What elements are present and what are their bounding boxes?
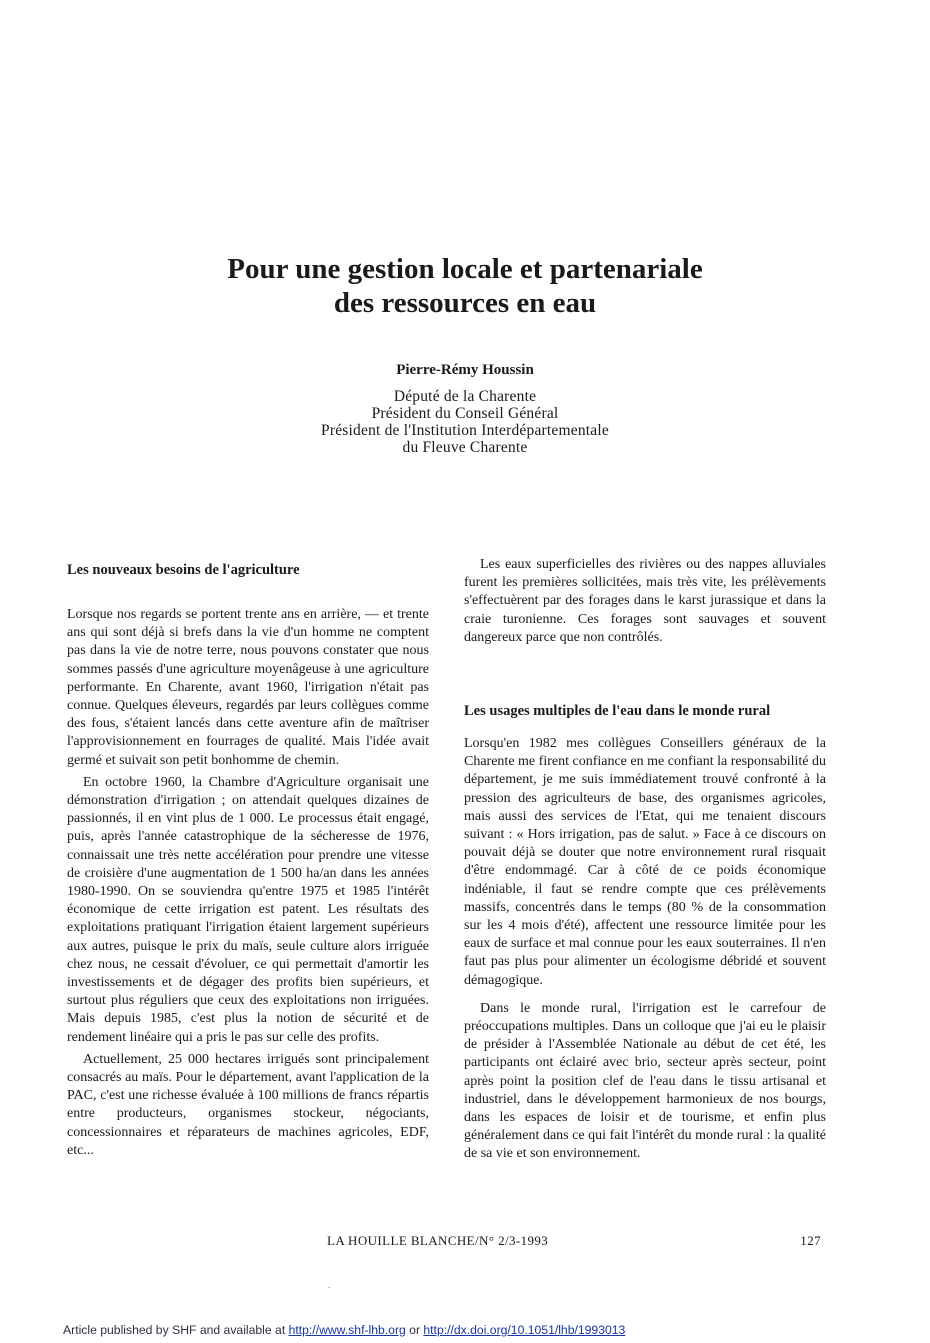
body-paragraph: Lorsque nos regards se portent trente ans en arrière, — et trente ans qui sont déjà si brefs dans la vie d'un homme ne comptent pas dans la vie de notre terre, nous pouvons constater que nous sommes passés d'une agriculture moyenâgeuse à une agriculture performante. En Charente, avant 1960, l'irrigation n'était pas connue. Quelques éleveurs, regardés par leurs collègues comme des fous, s'étaient lancés dans cette aventure afin de maîtriser l'approvisionnement en fourrages de qualité. Mais l'idée avait germé et suivait son petit bonhomme de chemin.	[67, 607, 429, 768]
body-paragraph: Dans le monde rural, l'irrigation est le carrefour de préoccupations multiples. Dans un colloque que j'ai eu le plaisir de présider à l'Assemblée Nationale au début de cet été, les participants ont éclairé avec brio, secteur après secteur, point après point la position clef de l'eau dans le tissu artisanal et industriel, dans le développement harmonieux de nos bourgs, dans les espaces de loisir et de tourisme, et enfin plus généralement dans ce qui fait l'intérêt du monde rural : la qualité de sa vie et son environnement.	[464, 1000, 826, 1162]
affiliation-line: du Fleuve Charente	[402, 439, 528, 456]
body-paragraph: Les eaux superficielles des rivières ou des nappes alluviales furent les premières sollicitées, mais très vite, les prélèvements s'effectuèrent par des forages dans le karst jurassique et dans la craie turonienne. Ces forages sont sauvages et souvent dangereux parce que non contrôlés.	[464, 557, 826, 645]
section-heading-agriculture: Les nouveaux besoins de l'agriculture	[67, 562, 300, 578]
section-heading-rural-water-uses: Les usages multiples de l'eau dans le monde rural	[464, 703, 771, 720]
right-column	[464, 556, 826, 1164]
affiliation-line: Président du Conseil Général	[371, 405, 559, 422]
article-title	[0, 252, 930, 320]
title-line-2: des ressources en eau	[333, 287, 597, 319]
author-block	[0, 360, 930, 456]
scan-speck	[328, 1287, 330, 1288]
page-number: 127	[800, 1233, 821, 1248]
body-paragraph: En octobre 1960, la Chambre d'Agriculture organisait une démonstration d'irrigation ; on attendait quelques dizaines de passionnés, il en vint plus de 1 000. Le processus était engagé, puis, après l'année catastrophique de la sécheresse de 1976, connaissait une très nette accélération pour prendre une vitesse de croisière d'une augmentation de 1 500 ha/an dans les années 1980-1990. On se souviendra qu'entre 1975 et 1985 l'intérêt économique de cette irrigation est patent. Les résultats des exploitations pratiquant l'irrigation étaient largement supérieurs aux autres, puisque le prix du maïs, seule culture alors irriguée chez nous, ne cessait d'évoluer, ce qui permettait d'amortir les investissements et de dégager des profits bien supérieurs, et surtout plus réguliers que ceux des exploitations non irriguées. Mais depuis 1985, c'est plus la notion de sécurité et de rendement linéaire qui a pris le pas sur celle des profits.	[67, 774, 429, 1045]
publication-note	[63, 1323, 625, 1337]
affiliation-line: Président de l'Institution Interdépartementale	[321, 422, 609, 439]
body-paragraph: Lorsqu'en 1982 mes collègues Conseillers généraux de la Charente me firent confiance en me confiant la responsabilité du département, je me suis immédiatement trouvé confronté à la pression des agriculteurs de base, des organismes agricoles, mais aussi des services de l'Etat, qui me tenaient discours suivant : « Hors irrigation, pas de salut. » Face à ce discours on pouvait déjà se douter que notre environnement rural risquait d'être endommagé. Car à côté de ce poids économique indéniable, il faut se rendre compte que ces prélèvements massifs, concentrés dans le temps (80 % de la consommation sur les 4 mois d'été), affectent une ressource limitée pour les eaux de surface et mal connue pour les eaux souterraines. Il n'en faut pas plus pour alimenter un écologisme débridé et souvent démagogique.	[464, 736, 826, 988]
left-column	[67, 556, 429, 1160]
doi-link[interactable]: http://dx.doi.org/10.1051/lhb/1993013	[423, 1323, 626, 1337]
publication-note-separator: or	[405, 1323, 424, 1337]
page-footer	[327, 1233, 821, 1253]
journal-reference: LA HOUILLE BLANCHE/N° 2/3-1993	[327, 1233, 549, 1248]
title-line-1: Pour une gestion locale et partenariale	[227, 253, 703, 285]
body-paragraph: Actuellement, 25 000 hectares irrigués sont principalement consacrés au maïs. Pour le département, avant l'application de la PAC, c'est une richesse évaluée à 100 millions de francs répartis entre producteurs, organismes stockeur, négociants, concessionnaires et réparateurs de machines agricoles, EDF, etc...	[67, 1051, 429, 1158]
publisher-site-link[interactable]: http://www.shf-lhb.org	[288, 1323, 406, 1337]
publication-note-prefix: Article published by SHF and available at	[63, 1323, 289, 1337]
author-name: Pierre-Rémy Houssin	[396, 362, 534, 378]
affiliation-line: Député de la Charente	[393, 388, 537, 405]
